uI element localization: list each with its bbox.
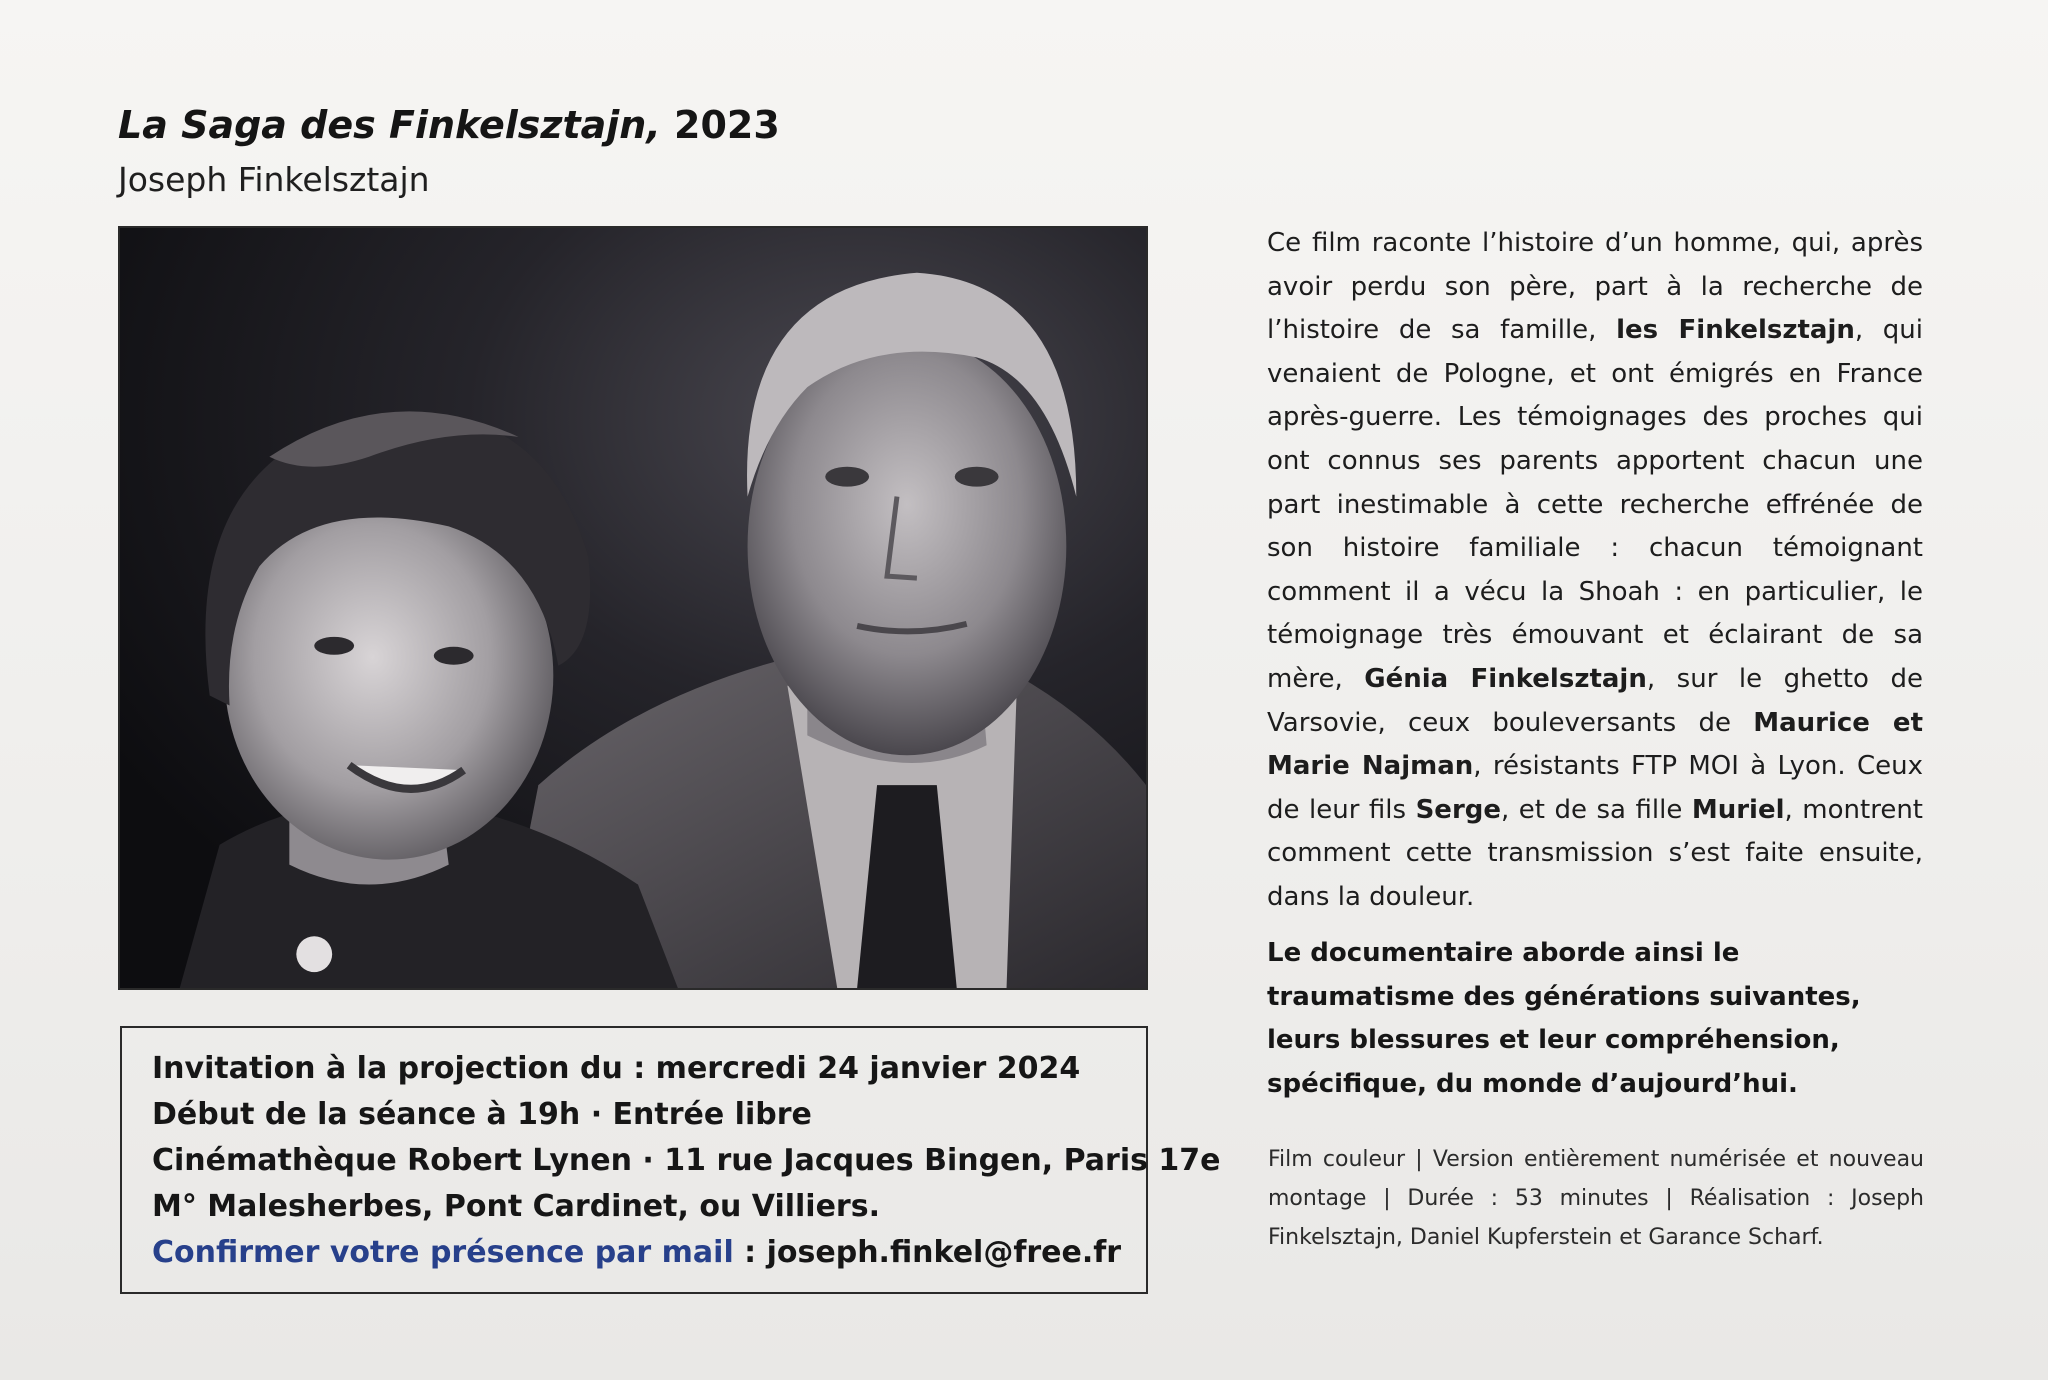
desc-text: , sur le ghetto de Varsovie, ceux bouleversants de [1267,663,1924,738]
metro-stations: M° Malesherbes, Pont Cardinet, ou Villiers. [152,1189,880,1224]
desc-bold-mother: Génia Finkelsztajn [1364,663,1647,694]
portrait-photo-image [120,228,1146,988]
invitation-box [120,1026,1221,1294]
film-description [1267,222,1923,920]
desc-bold-family: les Finkelsztajn [1616,315,1855,346]
desc-text: , et de sa fille [1501,794,1692,825]
screening-time: Début de la séance à 19h · Entrée libre [152,1097,812,1132]
rsvp-line [152,1230,1122,1276]
portrait-photo [118,226,1148,990]
venue-address: Cinémathèque Robert Lynen · 11 rue Jacques Bingen, Paris 17e [152,1143,1221,1178]
desc-text: , résistants FTP MOI à Lyon. Ceux de leur fils [1267,751,1924,825]
rsvp-separator: : [733,1235,767,1270]
film-title-name: La Saga des Finkelsztajn, [118,103,661,147]
desc-text: , montrent comment cette transmission s’est faite ensuite, dans la douleur. [1267,794,1923,912]
rsvp-label: Confirmer votre présence par mail [152,1235,734,1270]
film-credits: Film couleur | Version entièrement numérisée et nouveau montage | Durée : 53 minutes | Réalisation : Joseph Finkelsztajn, Daniel Kupferstein et Garance Scharf. [1268,1147,1924,1250]
rsvp-email-link[interactable]: joseph.finkel@free.fr [766,1235,1122,1270]
desc-bold-muriel: Muriel [1691,794,1785,825]
film-author: Joseph Finkelsztajn [118,160,430,199]
desc-text: , qui venaient de Pologne, et ont émigrés en France après-guerre. Les témoignages des proches qui ont connus ses parents apportent chacun une part inestimable à cette recherche effrénée de son histoire familiale : chacun témoignant comment il a vécu la Shoah : en particulier, le témoignage très émouvant et éclairant de sa mère, [1267,315,1923,694]
screening-date: Invitation à la projection du : mercredi 24 janvier 2024 [152,1051,1081,1086]
film-summary: Le documentaire aborde ainsi le traumatisme des générations suivantes, leurs blessures et leur compréhension, spécifique, du monde d’aujourd’hui. [1267,938,1861,1099]
film-title [118,100,780,150]
desc-text: Ce film raconte l’histoire d’un homme, qui, après avoir perdu son père, part à la recherche de l’histoire de sa famille, [1267,228,1923,346]
film-year: 2023 [674,103,780,147]
desc-bold-serge: Serge [1415,794,1502,825]
desc-bold-najman: Maurice et Marie Najman [1267,707,1923,782]
